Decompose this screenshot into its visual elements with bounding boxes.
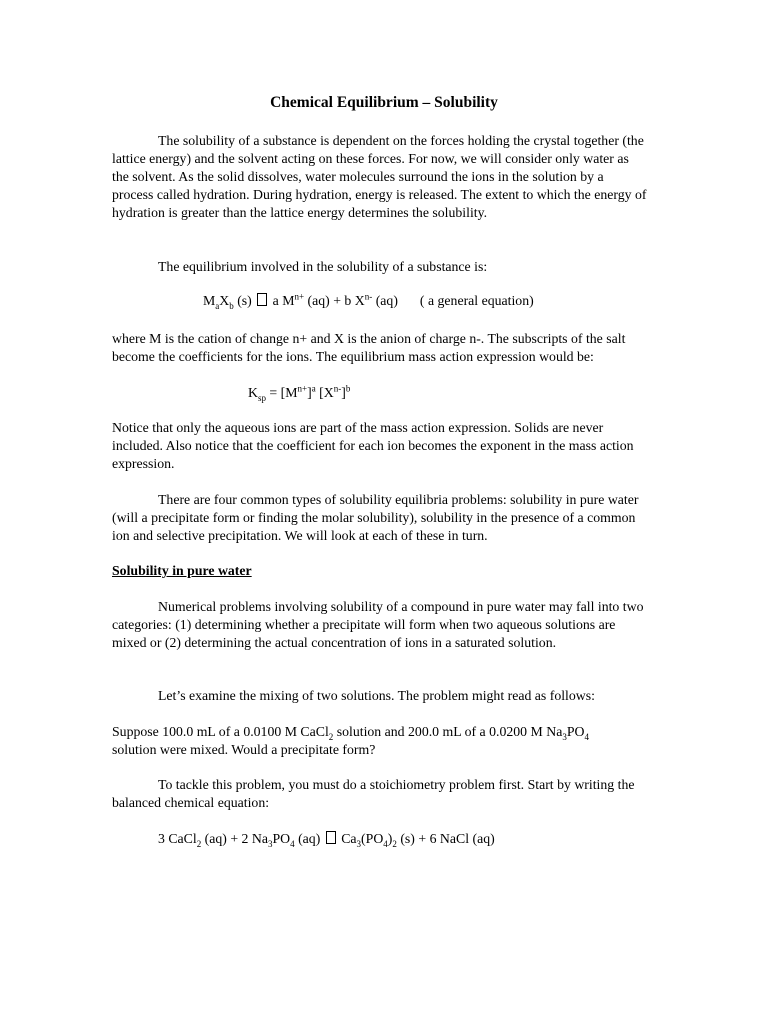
problem-line-2: solution were mixed. Would a precipitate form?: [112, 742, 376, 757]
paragraph-stoichiometry: To tackle this problem, you must do a stoichiometry problem first. Start by writing the balanced chemical equation:: [112, 777, 635, 810]
reaction-equation: 3 CaCl$_2$ (aq) + 2 $Na_3PO_4$ (aq) $Ca_3(PO_4)_2$ (s) + 6 NaCl (aq): [158, 831, 495, 849]
page-title: Chemical Equilibrium – Solubility: [270, 94, 498, 111]
paragraph-aqueous-note: Notice that only the aqueous ions are part of the mass action expression. Solids are never included. Also notice that the coefficient for each ion becomes the exponent in the mass action expression.: [112, 420, 634, 471]
equilibrium-arrow-icon: [257, 293, 267, 306]
general-equation: $M_aX_b$ (s) a $M^{n+}$ (aq) + b $X^{n-}$ (aq) ( a general equation): [203, 291, 534, 311]
problem-line-1: Suppose 100.0 mL of a 0.0100 M CaCl$_2$ solution and 200.0 mL of a 0.0200 M $Na_3PO_4$: [112, 724, 589, 742]
reaction-arrow-icon: [326, 831, 336, 844]
section-heading: Solubility in pure water: [112, 563, 252, 578]
paragraph-intro: The solubility of a substance is dependent on the forces holding the crystal together (the lattice energy) and the solvent acting on these forces. For now, we will consider only water as the solvent. As the solid dissolves, water molecules surround the ions in the solution by a process called hydration. During hydration, energy is released. The extent to which the energy of hydration is greater than the lattice energy determines the solubility.: [112, 133, 647, 220]
paragraph-equilibrium-intro: The equilibrium involved in the solubility of a substance is:: [158, 259, 488, 274]
paragraph-problem-types: There are four common types of solubility equilibria problems: solubility in pure water (will a precipitate form or finding the molar solubility), solubility in the presence of a common ion and selective precipitation. We will look at each of these in turn.: [112, 492, 639, 543]
ksp-expression: $K_{sp} = [M^{n+}]^a$ $[X^{n-}]^b$: [248, 383, 351, 403]
paragraph-ion-description: where M is the cation of change n+ and X is the anion of charge n-. The subscripts of the salt become the coefficients for the ions. The equilibrium mass action expression would be:: [112, 331, 626, 364]
paragraph-mixing-intro: Let’s examine the mixing of two solutions. The problem might read as follows:: [158, 688, 595, 703]
paragraph-numerical-problems: Numerical problems involving solubility of a compound in pure water may fall into two categories: (1) determining whether a precipitate will form when two aqueous solutions are mixed or (2) determining the actual concentration of ions in a saturated solution.: [112, 599, 644, 650]
